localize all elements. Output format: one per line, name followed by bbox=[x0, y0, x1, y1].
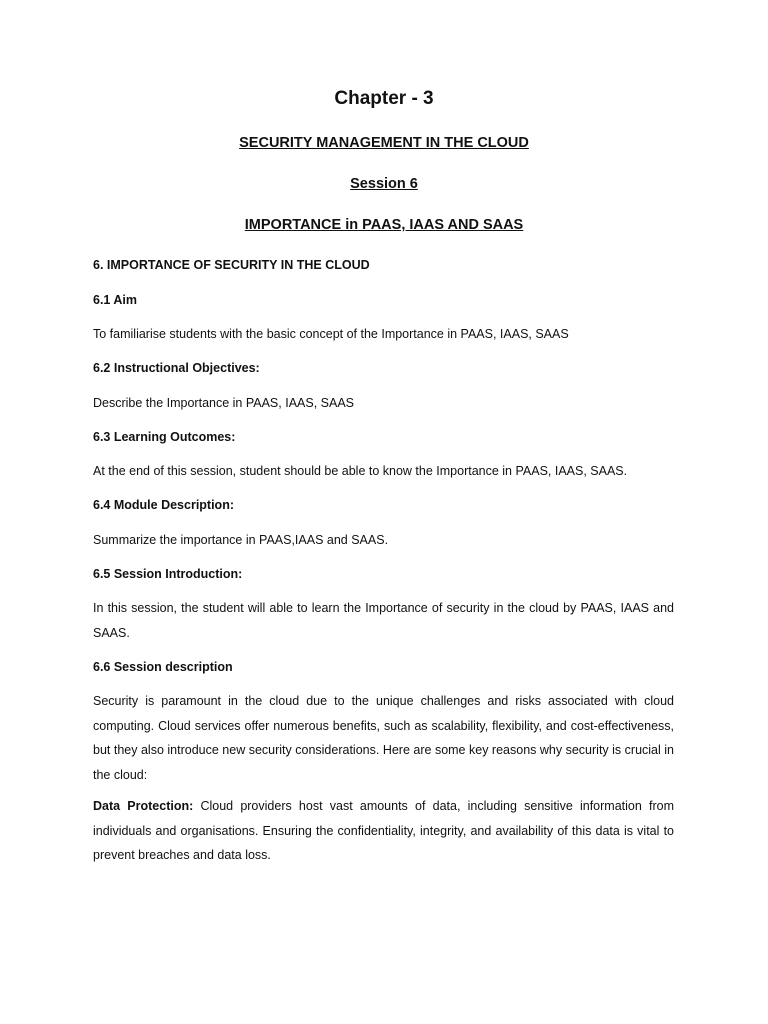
document-title: SECURITY MANAGEMENT IN THE CLOUD bbox=[239, 135, 529, 151]
data-protection-paragraph bbox=[93, 794, 674, 868]
section-module-text: Summarize the importance in PAAS,IAAS and SAAS. bbox=[93, 533, 389, 547]
data-protection-label: Data Protection: bbox=[93, 799, 194, 813]
section-objectives-heading: 6.2 Instructional Objectives: bbox=[93, 361, 260, 375]
section-main-heading: 6. IMPORTANCE OF SECURITY IN THE CLOUD bbox=[93, 258, 370, 272]
session-heading: Session 6 bbox=[350, 176, 418, 192]
section-outcomes-text: At the end of this session, student should be able to know the Importance in PAAS, IAAS, SAAS. bbox=[93, 464, 628, 478]
section-intro-text: In this session, the student will able to learn the Importance of security in the cloud by PAAS, IAAS and SAAS. bbox=[93, 601, 674, 640]
section-aim-heading: 6.1 Aim bbox=[93, 293, 138, 307]
data-protection-text: Cloud providers host vast amounts of data, including sensitive information from individuals and organisations. Ensuring the confidentiality, integrity, and availability of this data is vital to prevent breaches and data loss. bbox=[93, 799, 674, 862]
section-outcomes-heading: 6.3 Learning Outcomes: bbox=[93, 430, 236, 444]
section-description-text: Security is paramount in the cloud due to the unique challenges and risks associated with cloud computing. Cloud services offer numerous benefits, such as scalability, flexibility, and cost-effectiveness, but they also introduce new security considerations. Here are some key reasons why security is crucial in the cloud: bbox=[93, 694, 674, 782]
section-objectives-text: Describe the Importance in PAAS, IAAS, SAAS bbox=[93, 396, 354, 410]
section-aim-text: To familiarise students with the basic concept of the Importance in PAAS, IAAS, SAAS bbox=[93, 327, 569, 341]
section-description-heading: 6.6 Session description bbox=[93, 660, 233, 674]
chapter-heading: Chapter - 3 bbox=[334, 88, 434, 109]
document-subtitle: IMPORTANCE in PAAS, IAAS AND SAAS bbox=[244, 217, 524, 233]
section-intro-heading: 6.5 Session Introduction: bbox=[93, 567, 243, 581]
section-module-heading: 6.4 Module Description: bbox=[93, 498, 234, 512]
